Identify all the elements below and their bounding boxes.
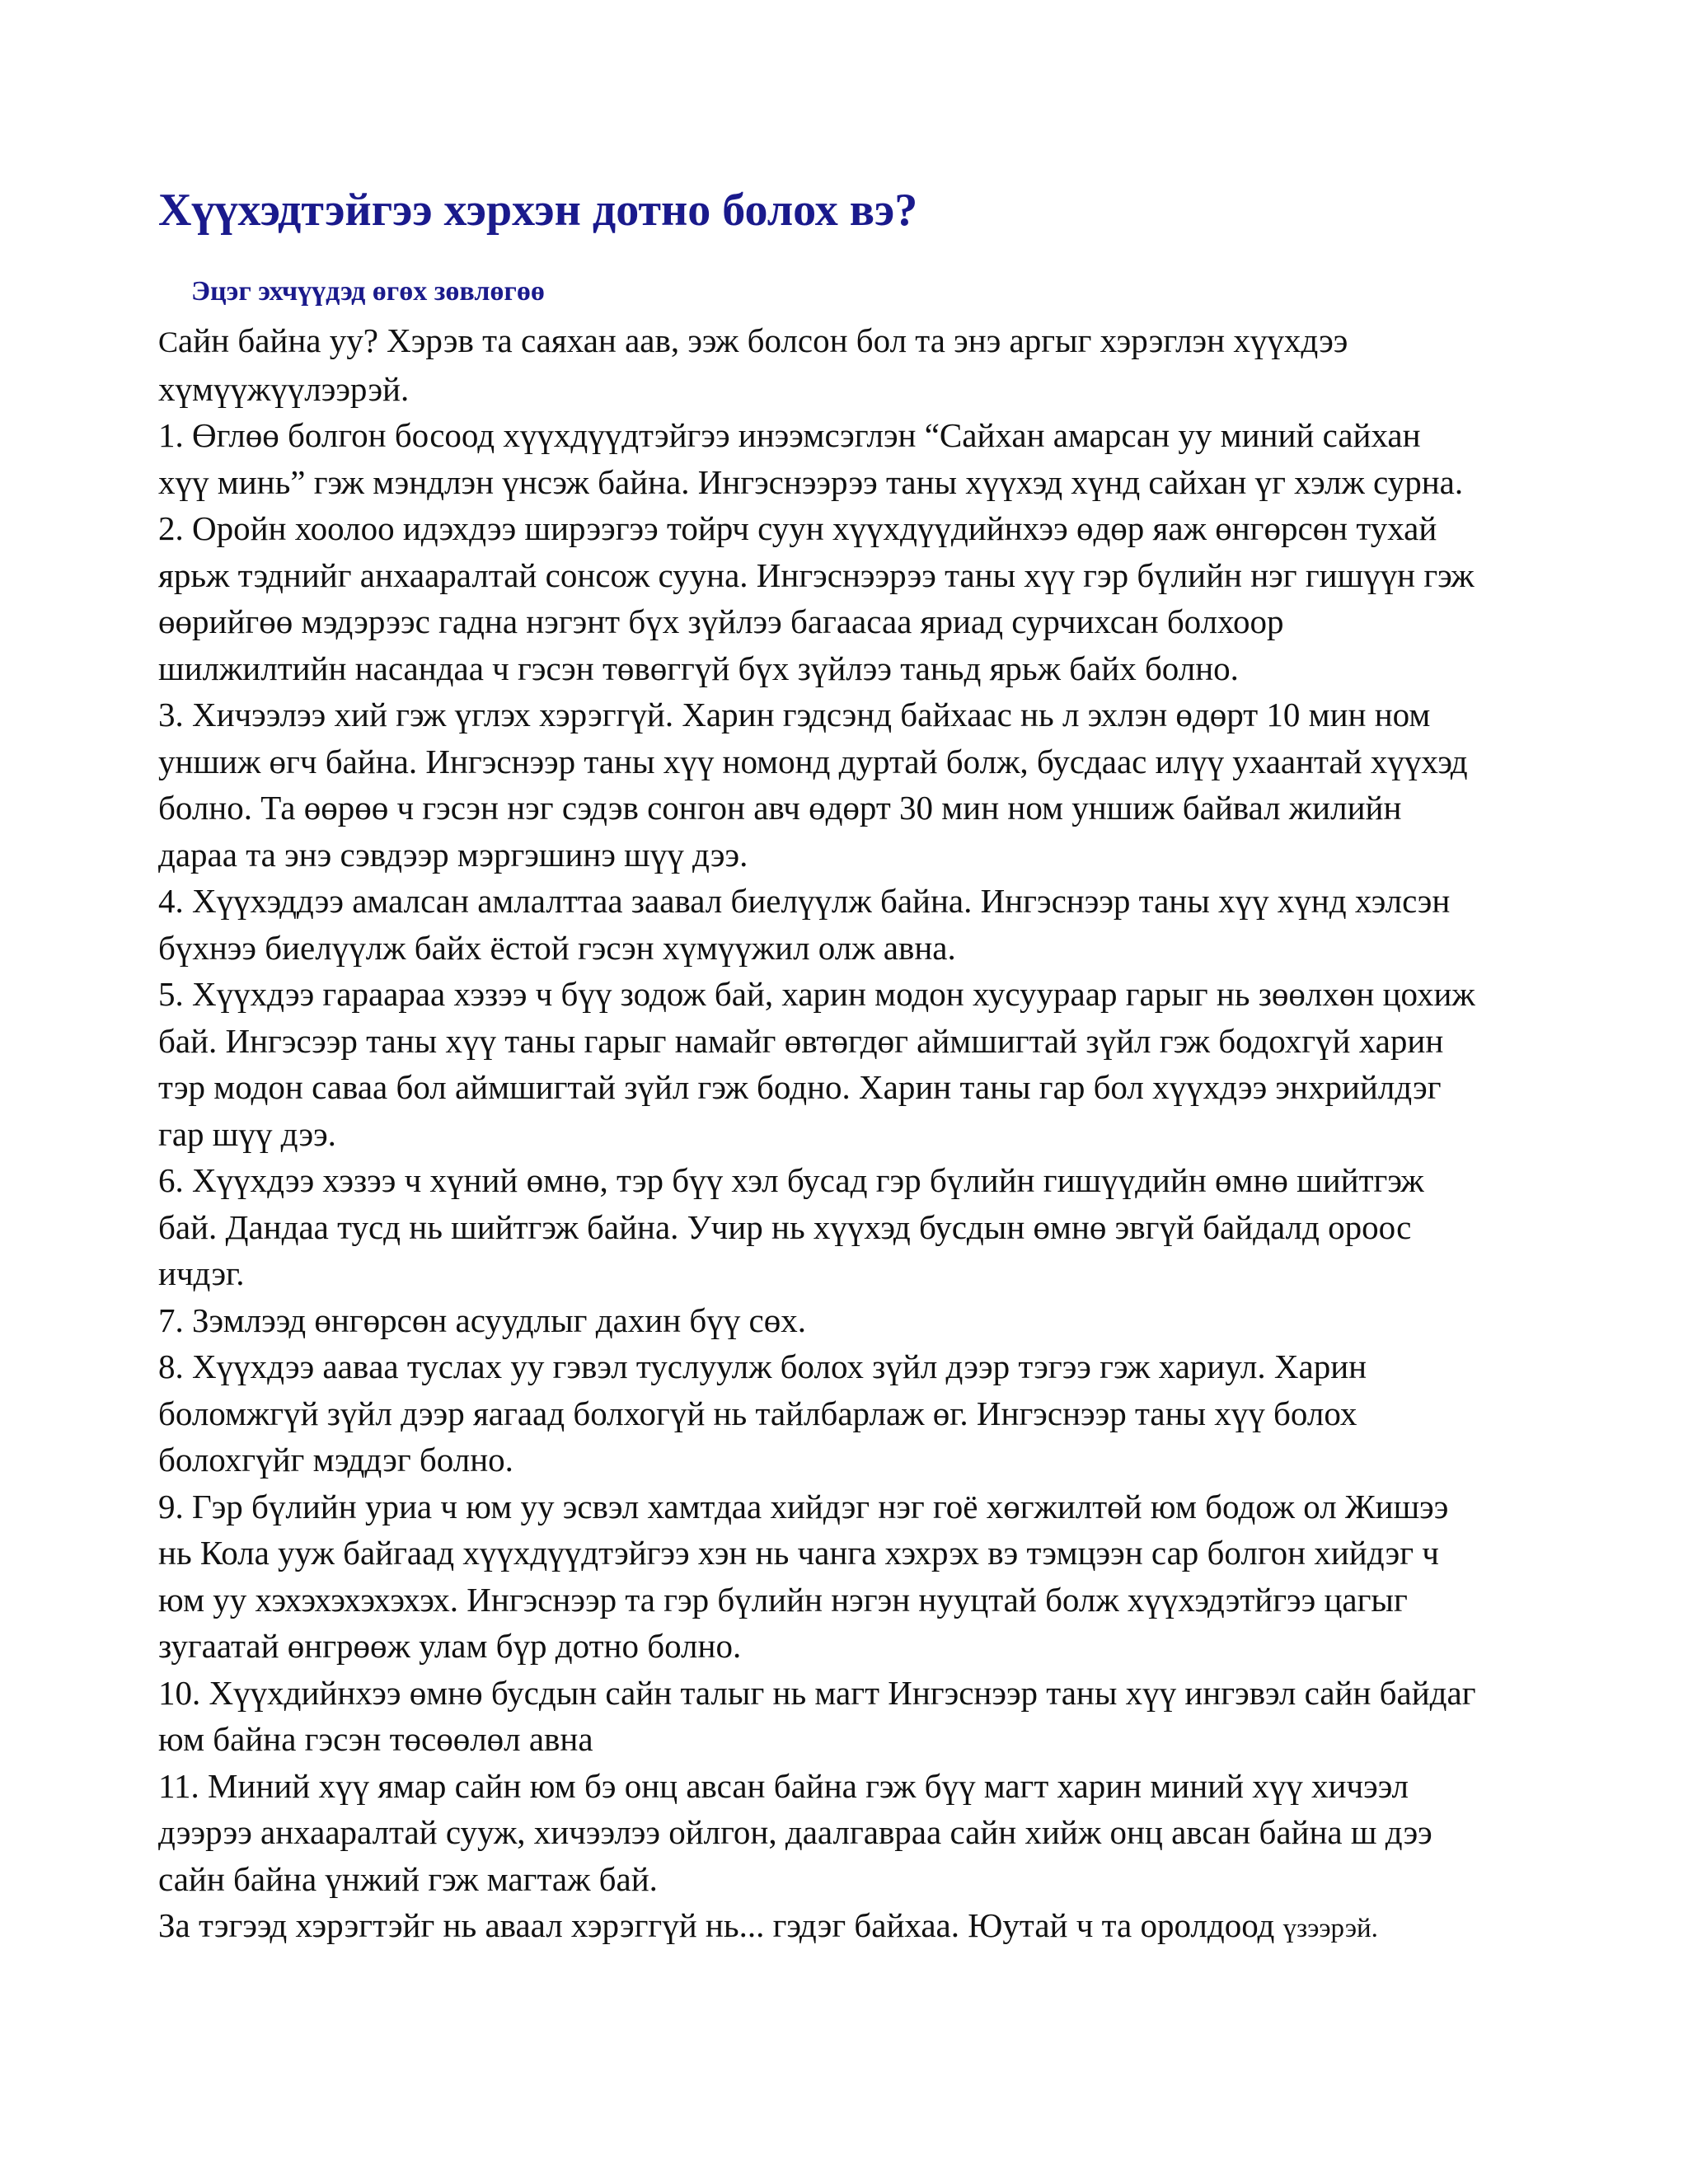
intro-text: айн байна уу? Хэрэв та саяхан аав, ээж болсон бол та энэ аргыг хэрэглэн хүүхдээ хүмүүжүүлээрэй. (158, 321, 1348, 408)
closing-paragraph (158, 1902, 1477, 1952)
tip-item-10: 10. Хүүхдийнхээ өмнө бусдын сайн талыг нь магт Ингэснээр таны хүү ингэвэл сайн байдаг юм байна гэсэн төсөөлөл авна (158, 1673, 1476, 1759)
tip-item-8: 8. Хүүхдээ аавaa туслах уу гэвэл туслуулж болох зүйл дээр тэгээ гэж хариул. Харин боломжгүй зүйл дээр яагаад болхогүй нь тайлбарлаж өг. Ингэснээр таны хүү болох болохгүйг мэддэг болно. (158, 1347, 1367, 1479)
closing-tail: үзээрэй. (1282, 1914, 1378, 1944)
article-body (158, 317, 1477, 1952)
intro-paragraph (158, 317, 1477, 412)
tip-item-5: 5. Хүүхдээ гараараа хэзээ ч бүү зодож бай, харин модон хусуураар гарыг нь зөөлхөн цохиж бай. Ингэсээр таны хүү таны гарыг намайг өвтөгдөг аймшигтай зүйл гэж бодохгүй харин тэр модон саваа бол аймшигтай зүйл гэж бодно. Харин таны гар бол хүүхдээ энхрийлдэг гар шүү дээ. (158, 975, 1475, 1153)
tip-item-2: 2. Оройн хоолоо идэхдээ ширээгээ тойрч суун хүүхдүүдийнхээ өдөр яаж өнгөрсөн тухай ярьж тэднийг анхааралтай сонсож сууна. Ингэснээрээ таны хүү гэр бүлийн нэг гишүүн гэж өөрийгөө мэдэрээс гадна нэгэнт бүх зүйлээ багаасаа яриад сурчихсан болхоор шилжилтийн насандаа ч гэсэн төвөггүй бүх зүйлээ таньд ярьж байх болно. (158, 509, 1475, 687)
tip-item-7: 7. Зэмлээд өнгөрсөн асуудлыг дахин бүү сөх. (158, 1301, 806, 1339)
tip-item-3: 3. Хичээлээ хий гэж үглэх хэрэггүй. Харин гэдсэнд байхаас нь л эхлэн өдөрт 10 мин ном уншиж өгч байна. Ингэснээр таны хүү номонд дуртай болж, бусдаас илүү ухаантай хүүхэд болно. Та өөрөө ч гэсэн нэг сэдэв сонгон авч өдөрт 30 мин ном уншиж байвал жилийн дараа та энэ сэвдээр мэргэшинэ шүү дээ. (158, 696, 1468, 874)
closing-text: За тэгээд хэрэгтэйг нь аваал хэрэггүй нь... гэдэг байхаа. Юутай ч та оролдоод (158, 1906, 1283, 1945)
article-subtitle: Эцэг эхчүүдэд өгөх зөвлөгөө (191, 276, 545, 307)
tip-item-1: 1. Өглөө болгон босоод хүүхдүүдтэйгээ инээмсэглэн “Сайхан амарсан уу миний сайхан хүү минь” гэж мэндлэн үнсэж байна. Ингэснээрээ таны хүүхэд хүнд сайхан үг хэлж сурна. (158, 416, 1464, 501)
tip-item-9: 9. Гэр бүлийн уриа ч юм уу эсвэл хамтдаа хийдэг нэг гоё хөгжилтөй юм бодож ол Жишээ нь Кола ууж байгаад хүүхдүүдтэйгээ хэн нь чанга хэхрэх вэ тэмцээн сар болгон хийдэг ч юм уу хэхэхэхэхэхэх. Ингэснээр та гэр бүлийн нэгэн нууцтай болж хүүхэдэтйгээ цагыг зугаатай өнгрөөж улам бүр дотно болно. (158, 1487, 1449, 1666)
tip-item-4: 4. Хүүхэддээ амалсан амлалттаа заавал биелүүлж байна. Ингэснээр таны хүү хүнд хэлсэн бүхнээ биелүүлж байх ёстой гэсэн хүмүүжил олж авна. (158, 882, 1451, 967)
article (158, 183, 1477, 1952)
tip-item-11: 11. Миний хүү ямар сайн юм бэ онц авсан байна гэж бүү магт харин миний хүү хичээл дээрээ анхааралтай сууж, хичээлээ ойлгон, даалгавраа сайн хийж онц авсан байна ш дээ сайн байна үнжий гэж магтаж бай. (158, 1766, 1432, 1898)
tip-item-6: 6. Хүүхдээ хэзээ ч хүний өмнө, тэр бүү хэл бусад гэр бүлийн гишүүдийн өмнө шийтгэж бай. Дандаа тусд нь шийтгэж байна. Учир нь хүүхэд бусдын өмнө эвгүй байдалд ороос ичдэг. (158, 1161, 1424, 1293)
article-title: Хүүхэдтэйгээ хэрхэн дотно болох вэ? (158, 185, 918, 236)
intro-first-letter: С (158, 326, 179, 359)
